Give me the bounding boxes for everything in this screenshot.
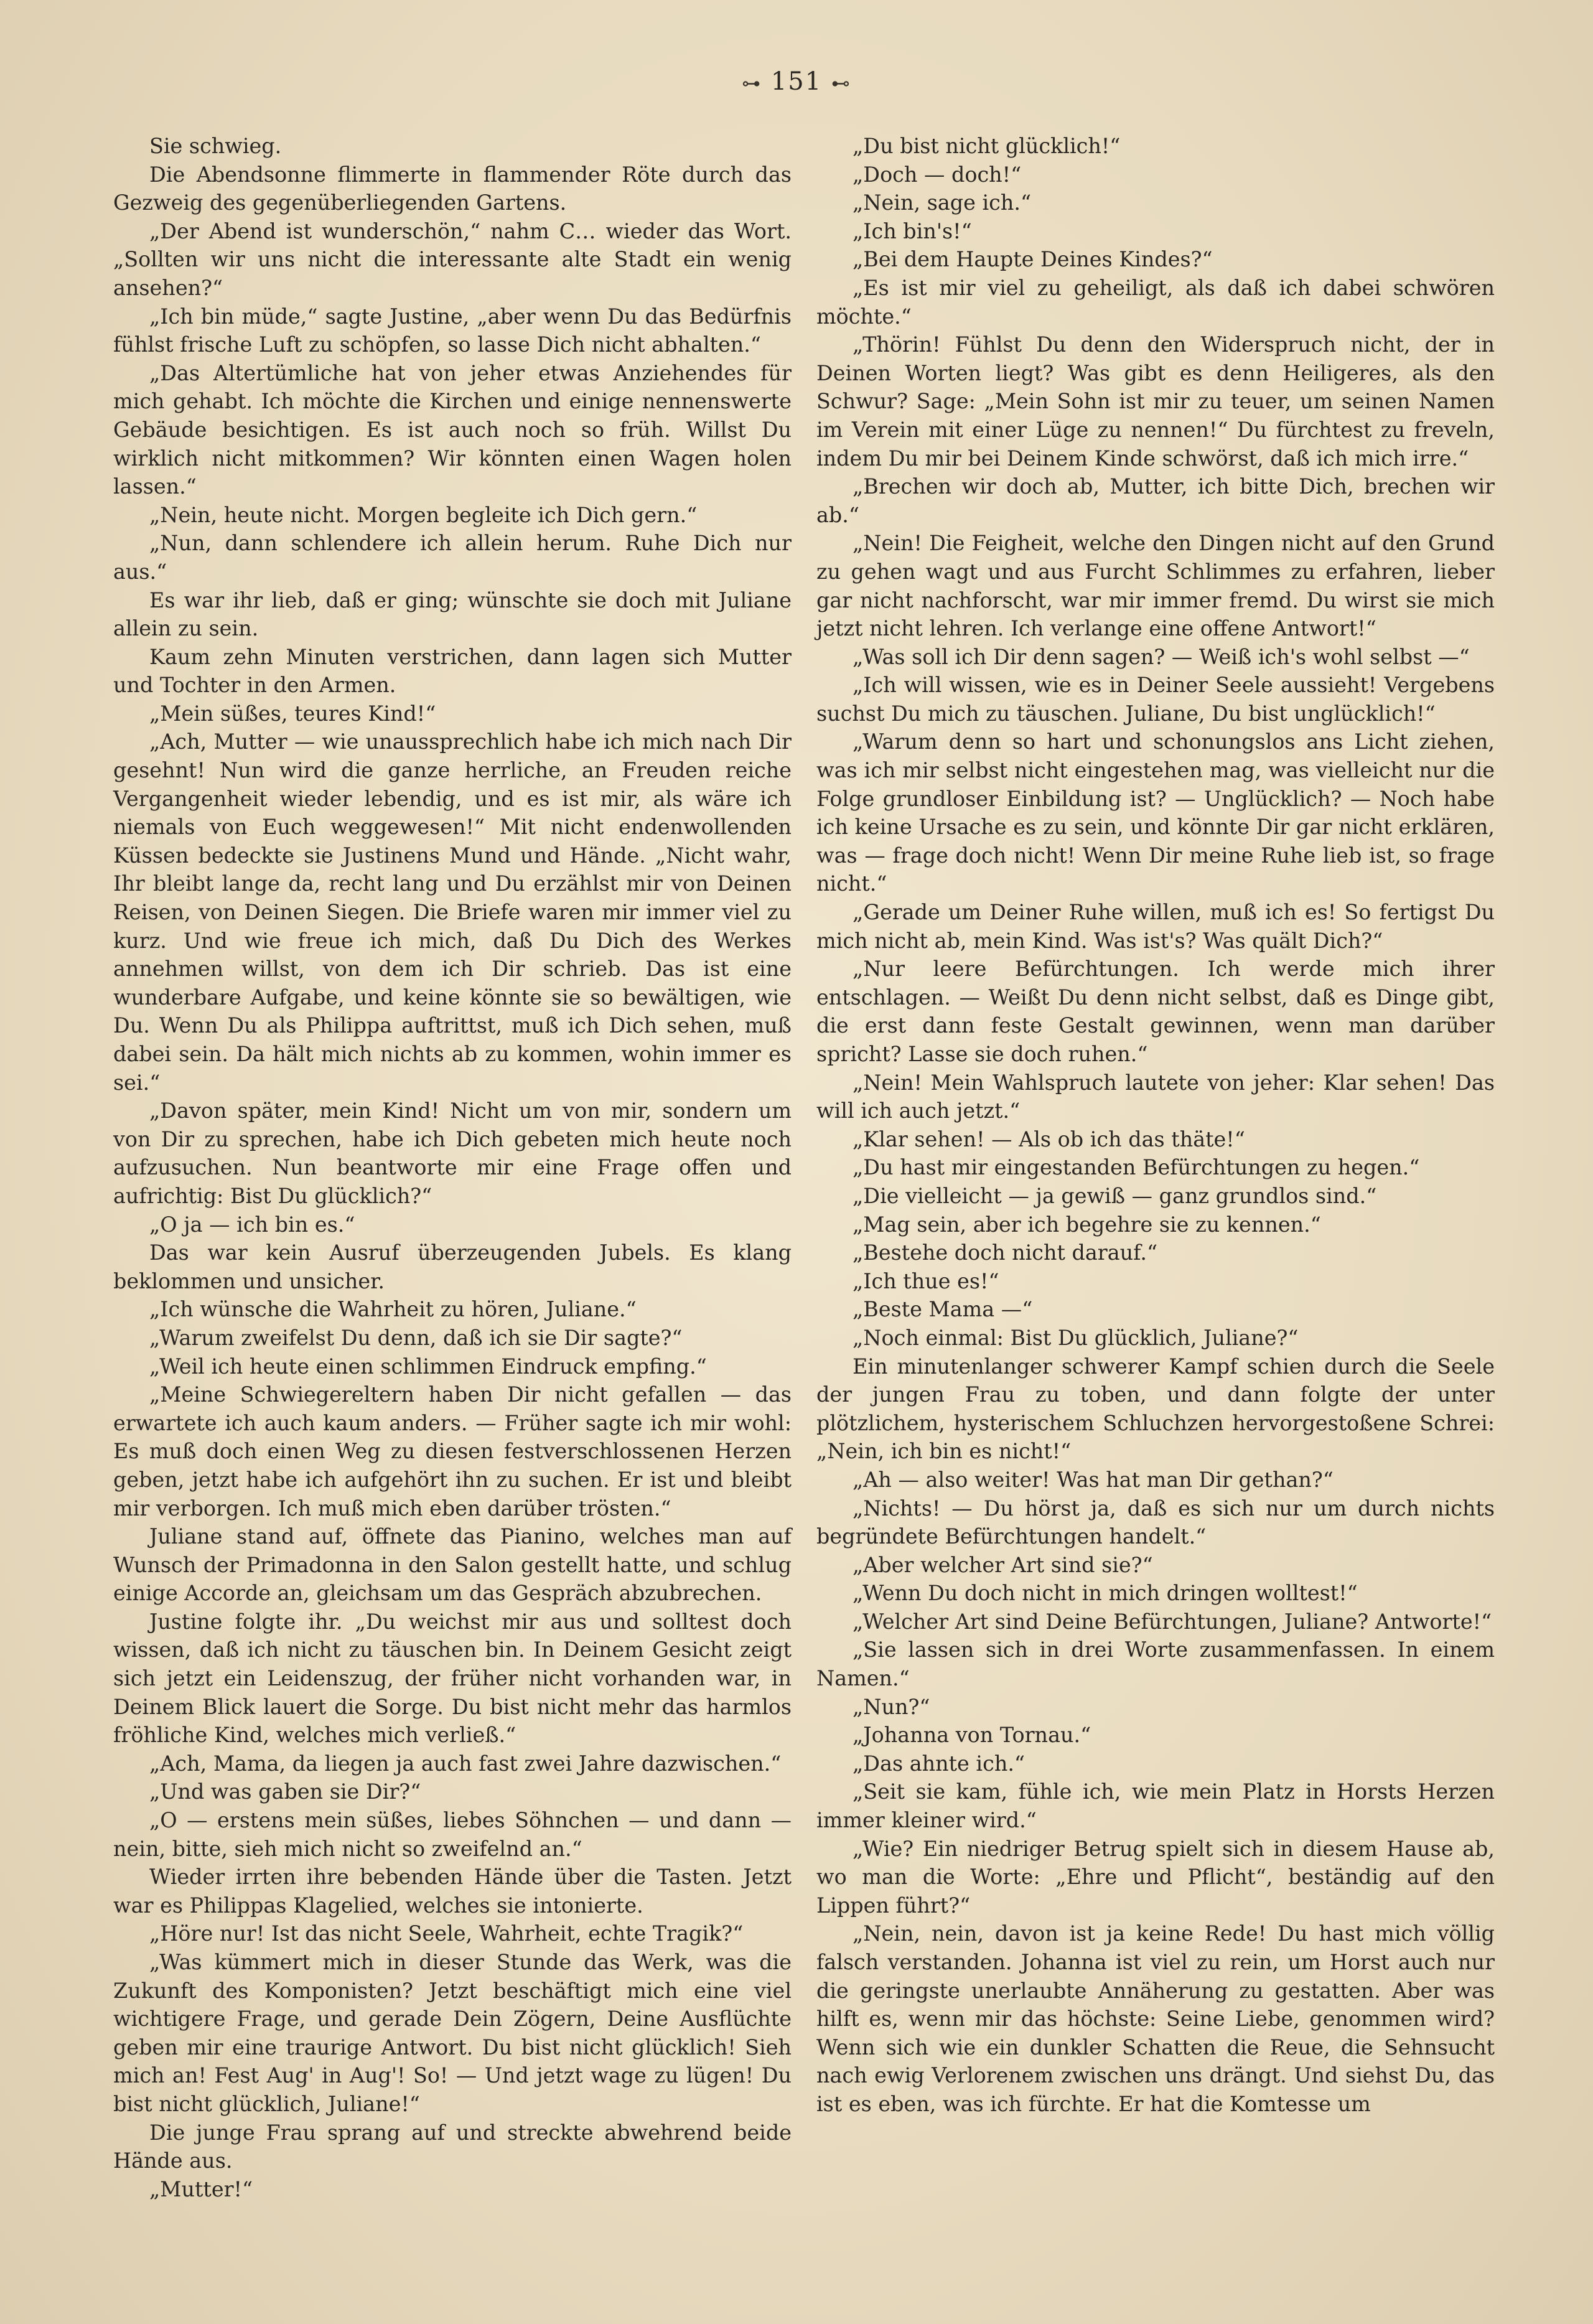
paragraph: Juliane stand auf, öffnete das Pianino, welches man auf Wunsch der Primadonna in den Salon gestellt hatte, und schlug einige Accorde an, gleichsam um das Gespräch abzubrechen. (113, 1524, 792, 1606)
paragraph: „Du bist nicht glücklich!“ (853, 134, 1121, 158)
paragraph: „Ich bin müde,“ sagte Justine, „aber wenn Du das Bedürfnis fühlst frische Luft zu schöpfen, so lasse Dich nicht abhalten.“ (113, 304, 792, 357)
paragraph: „Mag sein, aber ich begehre sie zu kennen.“ (853, 1212, 1321, 1237)
page-number: 151 (770, 67, 823, 96)
paragraph: Ein minutenlanger schwerer Kampf schien durch die Seele der jungen Frau zu toben, und dann folgte der unter plötzlichem, hysterischem Schluchzen hervorgestoßene Schrei: „Nein, ich bin es nicht!“ (816, 1354, 1495, 1464)
paragraph: „Es ist mir viel zu geheiligt, als daß ich dabei schwören möchte.“ (816, 275, 1495, 329)
page-header (0, 67, 1593, 96)
paragraph: „Und was gaben sie Dir?“ (149, 1779, 421, 1804)
paragraph: „Johanna von Tornau.“ (853, 1723, 1091, 1748)
paragraph: „Mein süßes, teures Kind!“ (149, 701, 436, 726)
paragraph: „Wie? Ein niedriger Betrug spielt sich in diesem Hause ab, wo man die Worte: „Ehre und Pflicht“, beständig auf den Lippen führt?“ (816, 1836, 1495, 1918)
paragraph: „Wenn Du doch nicht in mich dringen wolltest!“ (853, 1581, 1358, 1606)
paragraph: „Nun?“ (853, 1694, 930, 1719)
paragraph: „Ich thue es!“ (853, 1268, 999, 1293)
paragraph: „Brechen wir doch ab, Mutter, ich bitte Dich, brechen wir ab.“ (816, 474, 1495, 527)
paragraph: „Gerade um Deiner Ruhe willen, muß ich es! So fertigst Du mich nicht ab, mein Kind. Was ist's? Was quält Dich?“ (816, 900, 1495, 953)
paragraph: „Das Altertümliche hat von jeher etwas Anziehendes für mich gehabt. Ich möchte die Kirchen und einige nennenswerte Gebäude besichtigen. Es ist auch noch so früh. Willst Du wirklich nicht mitkommen? Wir könnten einen Wagen holen lassen.“ (113, 360, 792, 499)
paragraph: „Was soll ich Dir denn sagen? — Weiß ich's wohl selbst —“ (853, 644, 1470, 669)
paragraph: „Davon später, mein Kind! Nicht um von mir, sondern um von Dir zu sprechen, habe ich Dich gebeten mich heute noch aufzusuchen. Nun beantworte mir eine Frage offen und aufrichtig: Bist Du glücklich?“ (113, 1099, 792, 1208)
paragraph: „Thörin! Fühlst Du denn den Widerspruch nicht, der in Deinen Worten liegt? Was gibt es denn Heiligeres, als den Schwur? Sage: „Mein Sohn ist mir zu teuer, um seinen Namen im Verein mit einer Lüge zu nennen!“ Du fürchtest zu freveln, indem Du mir bei Deinem Kinde schwörst, daß ich mich irre.“ (816, 332, 1495, 471)
paragraph: „Welcher Art sind Deine Befürchtungen, Juliane? Antworte!“ (853, 1609, 1492, 1634)
paragraph: Es war ihr lieb, daß er ging; wünschte sie doch mit Juliane allein zu sein. (113, 588, 792, 641)
paragraph: „Mutter!“ (149, 2176, 253, 2201)
paragraph: „Sie lassen sich in drei Worte zusammenfassen. In einem Namen.“ (816, 1638, 1495, 1691)
paragraph: „Bestehe doch nicht darauf.“ (853, 1240, 1158, 1265)
paragraph: „Noch einmal: Bist Du glücklich, Juliane?“ (853, 1325, 1299, 1350)
paragraph: „Warum zweifelst Du denn, daß ich sie Dir sagte?“ (149, 1325, 683, 1350)
paragraph: „Nein, sage ich.“ (853, 190, 1032, 215)
ornament-right-icon: ⊷ (831, 73, 851, 95)
paragraph: „Der Abend ist wunderschön,“ nahm C… wieder das Wort. „Sollten wir uns nicht die interessante alte Stadt ein wenig ansehen?“ (113, 218, 792, 300)
paragraph: „Nur leere Befürchtungen. Ich werde mich ihrer entschlagen. — Weißt Du denn nicht selbst, daß es Dinge gibt, die erst dann feste Gestalt gewinnen, wenn man darüber spricht? Lasse sie doch ruhen.“ (816, 957, 1495, 1066)
right-column (816, 132, 1495, 2119)
paragraph: „Aber welcher Art sind sie?“ (853, 1552, 1153, 1577)
paragraph: „Ich bin's!“ (853, 218, 972, 243)
paragraph: „Meine Schwiegereltern haben Dir nicht gefallen — das erwartete ich auch kaum anders. — Früher sagte ich mir wohl: Es muß doch einen Weg zu diesen festverschlossenen Herzen geben, jetzt habe ich aufgehört ihn zu suchen. Er ist und bleibt mir verborgen. Ich muß mich eben darüber trösten.“ (113, 1382, 792, 1520)
paragraph: „Nun, dann schlendere ich allein herum. Ruhe Dich nur aus.“ (113, 531, 792, 584)
paragraph: „Nein, heute nicht. Morgen begleite ich Dich gern.“ (149, 502, 698, 527)
paragraph: „Was kümmert mich in dieser Stunde das Werk, was die Zukunft des Komponisten? Jetzt beschäftigt mich eine viel wichtigere Frage, und gerade Dein Zögern, Deine Ausflüchte geben mir eine traurige Antwort. Du bist nicht glücklich! Sieh mich an! Fest Aug' in Aug'! So! — Und jetzt wage zu lügen! Du bist nicht glücklich, Juliane!“ (113, 1950, 792, 2116)
paragraph: „Doch — doch!“ (853, 162, 1022, 187)
left-column (113, 132, 792, 2203)
paragraph: Justine folgte ihr. „Du weichst mir aus und solltest doch wissen, daß ich nicht zu täuschen bin. In Deinem Gesicht zeigt sich jetzt ein Leidenszug, der früher nicht vorhanden war, in Deinem Blick lauert die Sorge. Du bist nicht mehr das harmlos fröhliche Kind, welches mich verließ.“ (113, 1609, 792, 1748)
paragraph: Die Abendsonne flimmerte in flammender Röte durch das Gezweig des gegenüberliegenden Gartens. (113, 162, 792, 215)
paragraph: Das war kein Ausruf überzeugenden Jubels. Es klang beklommen und unsicher. (113, 1240, 792, 1293)
paragraph: „Ah — also weiter! Was hat man Dir gethan?“ (853, 1467, 1334, 1492)
paragraph: „Beste Mama —“ (853, 1297, 1033, 1322)
paragraph: „Die vielleicht — ja gewiß — ganz grundlos sind.“ (853, 1183, 1377, 1208)
paragraph: „Ach, Mama, da liegen ja auch fast zwei Jahre dazwischen.“ (149, 1751, 782, 1776)
paragraph: Wieder irrten ihre bebenden Hände über die Tasten. Jetzt war es Philippas Klagelied, welches sie intonierte. (113, 1865, 792, 1918)
paragraph: „Du hast mir eingestanden Befürchtungen zu hegen.“ (853, 1155, 1420, 1180)
paragraph: „Das ahnte ich.“ (853, 1751, 1025, 1776)
paragraph: „Bei dem Haupte Deines Kindes?“ (853, 247, 1213, 272)
paragraph: „Klar sehen! — Als ob ich das thäte!“ (853, 1127, 1245, 1151)
paragraph: „Ich wünsche die Wahrheit zu hören, Juliane.“ (149, 1297, 637, 1322)
paragraph: „O ja — ich bin es.“ (149, 1212, 355, 1237)
paragraph: „Seit sie kam, fühle ich, wie mein Platz in Horsts Herzen immer kleiner wird.“ (816, 1779, 1495, 1833)
paragraph: „Ach, Mutter — wie unaussprechlich habe ich mich nach Dir gesehnt! Nun wird die ganze herrliche, an Freuden reiche Vergangenheit wieder lebendig, und es ist mir, als wäre ich niemals von Euch weggewesen!“ Mit nicht endenwollenden Küssen bedeckte sie Justinens Mund und Hände. „Nicht wahr, Ihr bleibt lange da, recht lang und Du erzählst mir von Deinen Reisen, von Deinen Siegen. Die Briefe waren mir immer viel zu kurz. Und wie freue ich mich, daß Du Dich des Werkes annehmen willst, von dem ich Dir schrieb. Das ist eine wunderbare Aufgabe, und keine könnte sie so bewältigen, wie Du. Wenn Du als Philippa auftrittst, muß ich Dich sehen, muß dabei sein. Da hält mich nichts ab zu kommen, wohin immer es sei.“ (113, 729, 792, 1095)
paragraph: Kaum zehn Minuten verstrichen, dann lagen sich Mutter und Tochter in den Armen. (113, 644, 792, 698)
paragraph: „Höre nur! Ist das nicht Seele, Wahrheit, echte Tragik?“ (149, 1921, 744, 1946)
paragraph: „Nein! Die Feigheit, welche den Dingen nicht auf den Grund zu gehen wagt und aus Furcht Schlimmes zu erfahren, lieber gar nicht nachforscht, war mir immer fremd. Du wirst sie mich jetzt nicht lehren. Ich verlange eine offene Antwort!“ (816, 531, 1495, 641)
paragraph: „Nein! Mein Wahlspruch lautete von jeher: Klar sehen! Das will ich auch jetzt.“ (816, 1070, 1495, 1123)
paragraph: Die junge Frau sprang auf und streckte abwehrend beide Hände aus. (113, 2120, 792, 2173)
paragraph: „Warum denn so hart und schonungslos ans Licht ziehen, was ich mir selbst nicht eingestehen mag, was vielleicht nur die Folge grundloser Einbildung ist? — Unglücklich? — Noch habe ich keine Ursache es zu sein, und könnte Dir gar nicht erklären, was — frage doch nicht! Wenn Dir meine Ruhe lieb ist, so frage nicht.“ (816, 729, 1495, 896)
paragraph: „Weil ich heute einen schlimmen Eindruck empfing.“ (149, 1354, 707, 1379)
paragraph: „Nein, nein, davon ist ja keine Rede! Du hast mich völlig falsch verstanden. Johanna ist viel zu rein, um Horst auch nur die geringste unerlaubte Annäherung zu gestatten. Aber was hilft es, wenn mir das höchste: Seine Liebe, genommen wird? Wenn sich wie ein dunkler Schatten die Reue, die Sehnsucht nach ewig Verlorenem zwischen uns drängt. Und siehst Du, das ist es eben, was ich fürchte. Er hat die Komtesse um (816, 1921, 1495, 2116)
paragraph: Sie schwieg. (149, 134, 282, 158)
paragraph: „Nichts! — Du hörst ja, daß es sich nur um durch nichts begründete Befürchtungen handelt.“ (816, 1496, 1495, 1549)
paragraph: „O — erstens mein süßes, liebes Söhnchen — und dann — nein, bitte, sieh mich nicht so zweifelnd an.“ (113, 1808, 792, 1861)
paragraph: „Ich will wissen, wie es in Deiner Seele aussieht! Vergebens suchst Du mich zu täuschen. Juliane, Du bist unglücklich!“ (816, 673, 1495, 726)
ornament-left-icon: ⊶ (742, 73, 762, 95)
